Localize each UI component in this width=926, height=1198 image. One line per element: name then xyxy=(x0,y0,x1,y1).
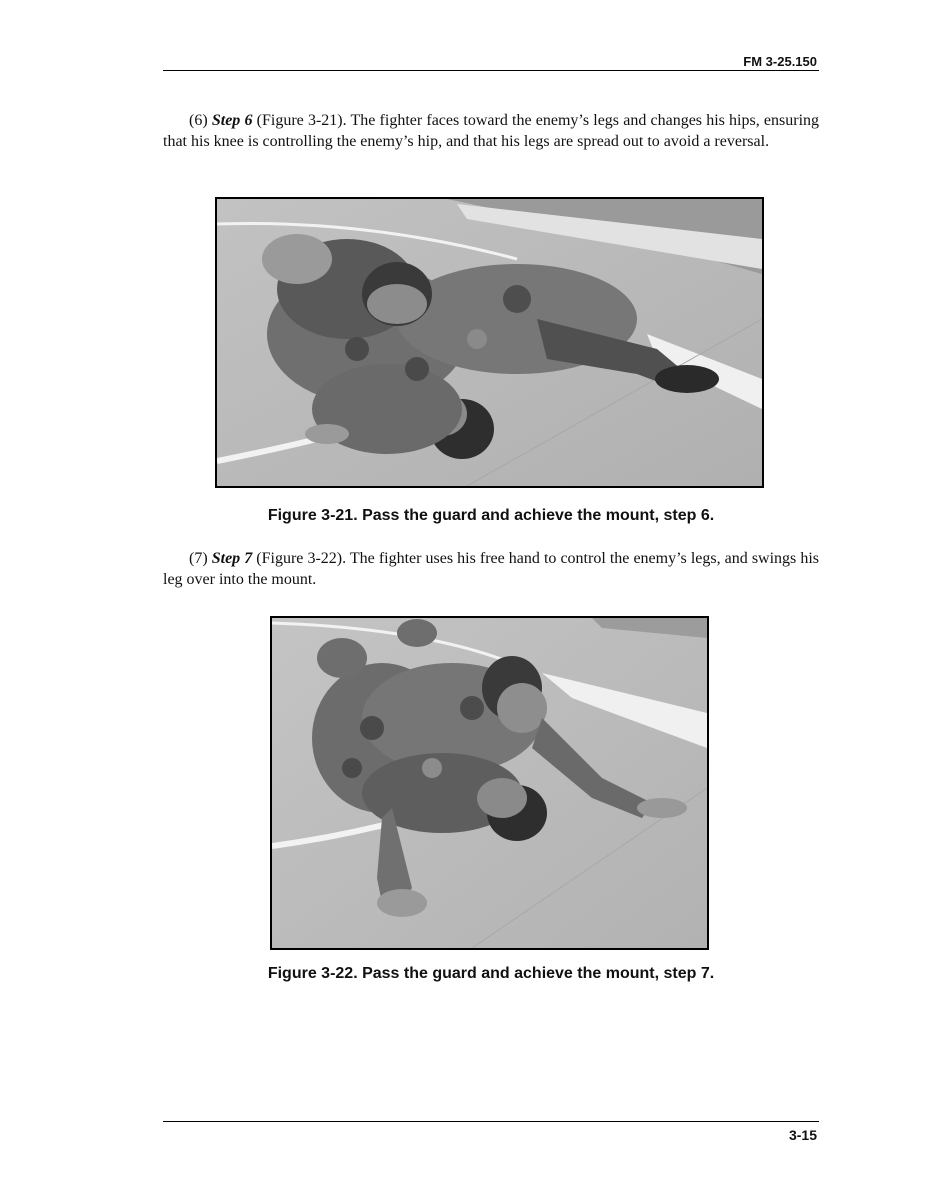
paragraph-text: (Figure 3-22). The fighter uses his free hand to control the enemy’s legs, and swings his leg over into the mount. xyxy=(163,550,820,588)
figure-3-22-caption: Figure 3-22. Pass the guard and achieve the mount, step 7. xyxy=(267,965,715,982)
photo-fighters-step-6 xyxy=(217,199,762,486)
page-number: 3-15 xyxy=(788,1127,817,1143)
figure-3-21-photo xyxy=(215,197,764,488)
step-label: Step 6 xyxy=(211,112,253,129)
figure-3-21-caption: Figure 3-21. Pass the guard and achieve the mount, step 6. xyxy=(267,507,715,524)
footer-rule xyxy=(163,1121,819,1122)
header-rule xyxy=(163,70,819,71)
figure-3-22-photo xyxy=(270,616,709,950)
paragraph-number: (6) xyxy=(189,112,208,129)
photo-fighters-step-7 xyxy=(272,618,707,948)
document-id: FM 3-25.150 xyxy=(743,54,817,69)
paragraph-step-6 xyxy=(163,110,819,152)
step-label: Step 7 xyxy=(211,550,253,567)
paragraph-number: (7) xyxy=(189,550,208,567)
paragraph-step-7 xyxy=(163,548,819,590)
paragraph-text: (Figure 3-21). The fighter faces toward the enemy’s legs and changes his hips, ensuring that his knee is controlling the enemy’s hip, and that his legs are spread out to avoid a reversal. xyxy=(163,112,820,150)
